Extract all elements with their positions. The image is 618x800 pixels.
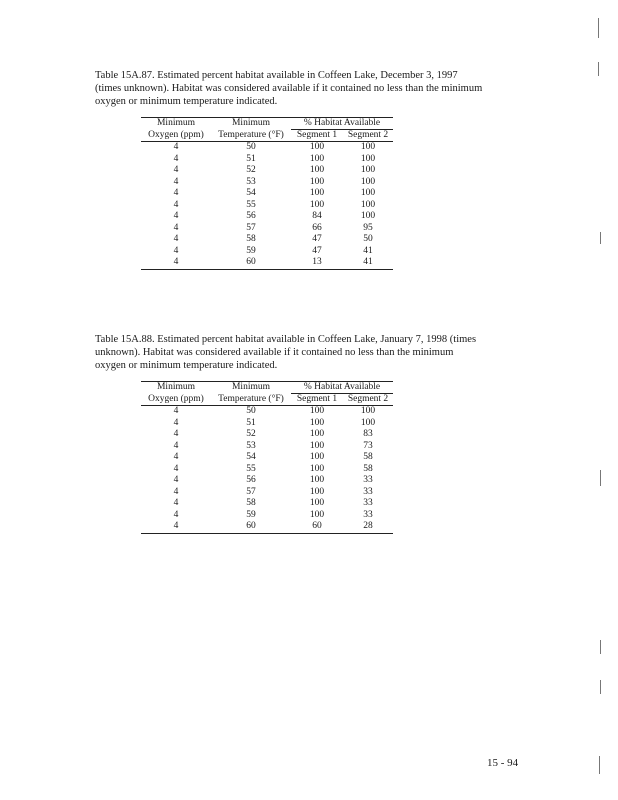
table-15a88-caption: Table 15A.88. Estimated percent habitat available in Coffeen Lake, January 7, 1998 (times unknown). Habitat was considered available if it contained no less than the minimum oxygen or minimum temperature indicated.: [95, 334, 477, 371]
table-row: [141, 498, 393, 510]
oxygen-cell: 4: [173, 429, 179, 439]
oxygen-cell: 4: [173, 211, 179, 221]
temperature-cell: 54: [246, 188, 256, 198]
segment-2-header: Segment 2: [343, 394, 393, 406]
table-15a87-caption: Table 15A.87. Estimated percent habitat available in Coffeen Lake, December 3, 1997 (times unknown). Habitat was considered available if it contained no less than the minimum oxygen or minimum temperature indicated.: [95, 70, 483, 107]
oxygen-cell: 4: [173, 142, 179, 152]
scan-artifact: [599, 756, 600, 774]
segment-1-cell: 100: [309, 486, 325, 497]
segment-2-cell: 100: [360, 142, 376, 152]
oxygen-cell: 4: [173, 406, 179, 416]
habitat-available-header: % Habitat Available: [291, 118, 393, 130]
segment-2-cell: 58: [363, 463, 373, 474]
table-row: [141, 406, 393, 418]
table-row: [141, 246, 393, 258]
table-15a87-body: [141, 142, 393, 270]
table-row: [141, 521, 393, 533]
page-number: 15 - 94: [487, 757, 519, 769]
oxygen-cell: 4: [173, 199, 179, 210]
segment-2-cell: 50: [363, 234, 373, 244]
segment-2-cell: 100: [360, 406, 376, 416]
segment-1-cell: 47: [312, 234, 322, 244]
temperature-cell: 56: [246, 475, 256, 485]
temperature-cell: 55: [246, 463, 256, 474]
segment-1-cell: 100: [309, 199, 325, 210]
segment-1-cell: 100: [309, 475, 325, 485]
temperature-cell: 57: [246, 486, 256, 497]
segment-2-cell: 58: [363, 452, 373, 462]
table-row: [141, 510, 393, 522]
segment-1-cell: 100: [309, 440, 325, 451]
table-row: [141, 165, 393, 177]
segment-1-header: Segment 1: [291, 130, 343, 142]
segment-2-cell: 73: [363, 440, 373, 451]
segment-2-cell: 83: [363, 429, 373, 439]
oxygen-cell: 4: [173, 452, 179, 462]
oxygen-cell: 4: [173, 509, 179, 520]
segment-2-cell: 100: [360, 188, 376, 198]
segment-1-cell: 100: [309, 176, 325, 187]
oxygen-unit-header: Oxygen (ppm): [141, 394, 211, 406]
temperature-cell: 58: [246, 498, 256, 508]
segment-1-cell: 100: [309, 452, 325, 462]
segment-1-cell: 100: [309, 417, 325, 428]
table-row: [141, 223, 393, 235]
habitat-available-header: % Habitat Available: [291, 382, 393, 394]
table-row: [141, 418, 393, 430]
temperature-cell: 50: [246, 142, 256, 152]
temperature-cell: 59: [246, 245, 256, 256]
oxygen-cell: 4: [173, 417, 179, 428]
segment-2-cell: 33: [363, 509, 373, 520]
temperature-cell: 51: [246, 153, 256, 164]
oxygen-cell: 4: [173, 222, 179, 233]
segment-2-cell: 41: [343, 257, 393, 269]
temperature-cell: 56: [246, 211, 256, 221]
oxygen-cell: 4: [173, 188, 179, 198]
oxygen-cell: 4: [173, 440, 179, 451]
oxygen-cell: 4: [173, 486, 179, 497]
temperature-cell: 53: [246, 176, 256, 187]
segment-2-cell: 28: [343, 521, 393, 533]
segment-2-cell: 95: [363, 222, 373, 233]
min-temperature-header: Minimum: [211, 118, 291, 130]
min-oxygen-header: Minimum: [141, 118, 211, 130]
min-oxygen-header: Minimum: [141, 382, 211, 394]
temperature-cell: 52: [246, 429, 256, 439]
table-row: [141, 441, 393, 453]
temperature-cell: 50: [246, 406, 256, 416]
min-temperature-header: Minimum: [211, 382, 291, 394]
segment-1-cell: 100: [309, 153, 325, 164]
oxygen-cell: 4: [141, 521, 211, 533]
segment-1-cell: 100: [309, 429, 325, 439]
oxygen-cell: 4: [173, 176, 179, 187]
temperature-cell: 52: [246, 165, 256, 175]
segment-1-cell: 100: [309, 165, 325, 175]
temperature-unit-header: Temperature (°F): [211, 394, 291, 406]
segment-1-header: Segment 1: [291, 394, 343, 406]
table-15a88: [141, 381, 393, 534]
temperature-cell: 53: [246, 440, 256, 451]
oxygen-cell: 4: [173, 245, 179, 256]
segment-1-cell: 100: [309, 142, 325, 152]
segment-1-cell: 100: [309, 498, 325, 508]
scan-artifact: [598, 62, 599, 76]
table-row: [141, 188, 393, 200]
table-row: [141, 177, 393, 189]
table-row: [141, 475, 393, 487]
table-row: [141, 142, 393, 154]
segment-1-cell: 60: [291, 521, 343, 533]
segment-2-header: Segment 2: [343, 130, 393, 142]
temperature-cell: 59: [246, 509, 256, 520]
oxygen-cell: 4: [173, 463, 179, 474]
temperature-cell: 54: [246, 452, 256, 462]
oxygen-cell: 4: [173, 234, 179, 244]
segment-1-cell: 100: [309, 463, 325, 474]
table-row: [141, 487, 393, 499]
table-row: [141, 211, 393, 223]
segment-2-cell: 100: [360, 211, 376, 221]
segment-1-cell: 100: [309, 509, 325, 520]
temperature-cell: 51: [246, 417, 256, 428]
oxygen-cell: 4: [141, 257, 211, 269]
table-15a87: [141, 117, 393, 270]
segment-1-cell: 47: [312, 245, 322, 256]
temperature-cell: 60: [211, 257, 291, 269]
oxygen-cell: 4: [173, 498, 179, 508]
table-row: [141, 234, 393, 246]
segment-2-cell: 33: [363, 498, 373, 508]
scan-artifact: [600, 470, 601, 486]
oxygen-cell: 4: [173, 475, 179, 485]
table-row: [141, 452, 393, 464]
segment-1-cell: 100: [309, 406, 325, 416]
oxygen-cell: 4: [173, 165, 179, 175]
segment-1-cell: 84: [312, 211, 322, 221]
segment-1-cell: 66: [312, 222, 322, 233]
scan-artifact: [600, 232, 601, 244]
temperature-cell: 57: [246, 222, 256, 233]
table-row: [141, 154, 393, 166]
segment-2-cell: 33: [363, 475, 373, 485]
table-15a88-body: [141, 406, 393, 534]
segment-2-cell: 100: [360, 153, 376, 164]
scan-artifact: [598, 18, 599, 38]
table-row: [141, 464, 393, 476]
segment-2-cell: 100: [360, 165, 376, 175]
temperature-unit-header: Temperature (°F): [211, 130, 291, 142]
segment-2-cell: 41: [363, 245, 373, 256]
segment-2-cell: 100: [360, 176, 376, 187]
table-row: [141, 257, 393, 269]
segment-2-cell: 100: [360, 417, 376, 428]
scan-artifact: [600, 640, 601, 654]
oxygen-cell: 4: [173, 153, 179, 164]
scan-artifact: [600, 680, 601, 694]
temperature-cell: 55: [246, 199, 256, 210]
segment-2-cell: 100: [360, 199, 376, 210]
temperature-cell: 58: [246, 234, 256, 244]
table-row: [141, 429, 393, 441]
segment-1-cell: 100: [309, 188, 325, 198]
segment-2-cell: 33: [363, 486, 373, 497]
table-row: [141, 200, 393, 212]
segment-1-cell: 13: [291, 257, 343, 269]
temperature-cell: 60: [211, 521, 291, 533]
oxygen-unit-header: Oxygen (ppm): [141, 130, 211, 142]
